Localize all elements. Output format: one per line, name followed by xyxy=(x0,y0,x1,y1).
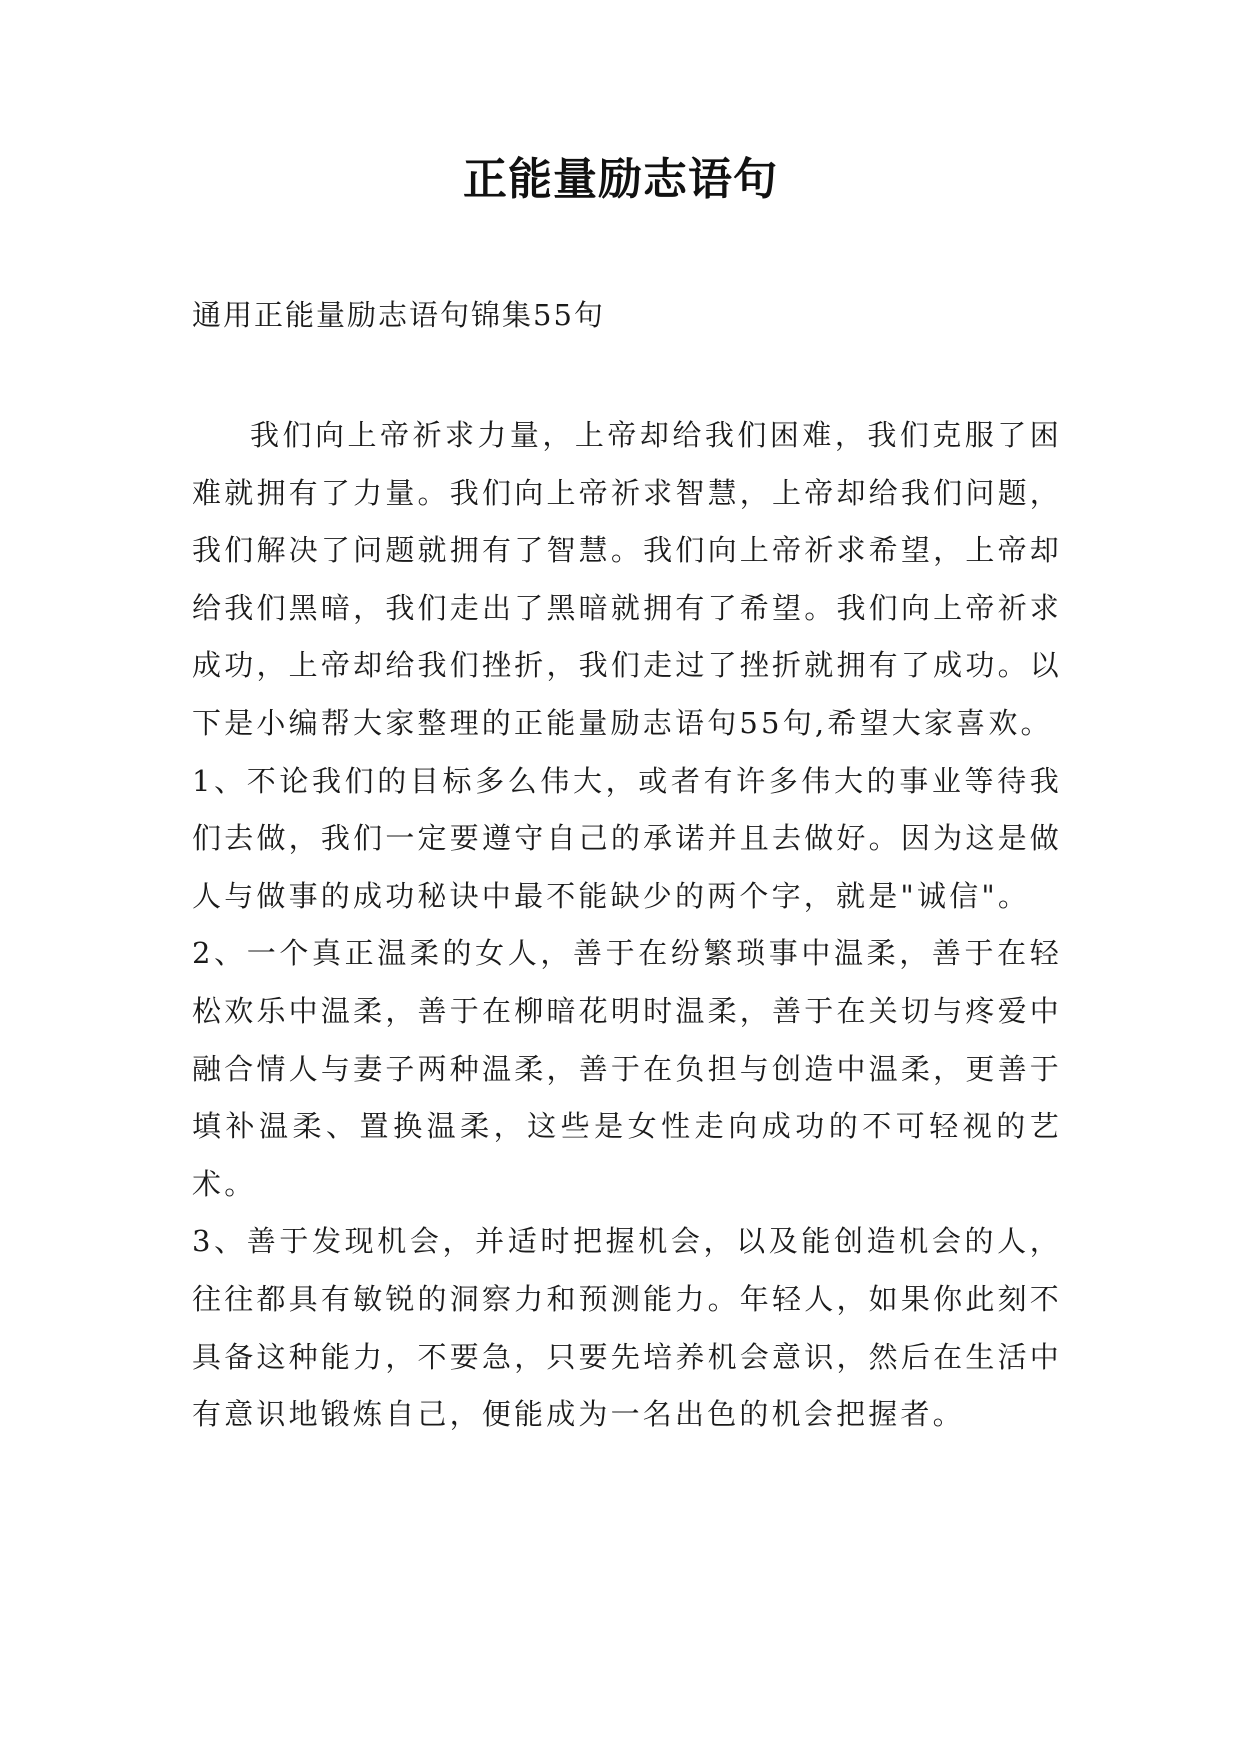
intro-paragraph: 我们向上帝祈求力量，上帝却给我们困难，我们克服了困难就拥有了力量。我们向上帝祈求智慧，上帝却给我们问题，我们解决了问题就拥有了智慧。我们向上帝祈求希望，上帝却给我们黑暗，我们走出了黑暗就拥有了希望。我们向上帝祈求成功，上帝却给我们挫折，我们走过了挫折就拥有了成功。以下是小编帮大家整理的正能量励志语句55句,希望大家喜欢。 xyxy=(192,418,1062,740)
document-subtitle: 通用正能量励志语句锦集55句 xyxy=(192,298,605,332)
page-title: 正能量励志语句 xyxy=(463,154,778,205)
document-body xyxy=(192,407,1062,1444)
list-item: 1、不论我们的目标多么伟大，或者有许多伟大的事业等待我们去做，我们一定要遵守自己的承诺并且去做好。因为这是做人与做事的成功秘诀中最不能缺少的两个字，就是"诚信"。 xyxy=(192,763,1062,913)
list-item: 2、一个真正温柔的女人，善于在纷繁琐事中温柔，善于在轻松欢乐中温柔，善于在柳暗花明时温柔，善于在关切与疼爱中融合情人与妻子两种温柔，善于在负担与创造中温柔，更善于填补温柔、置换温柔，这些是女性走向成功的不可轻视的艺术。 xyxy=(192,936,1062,1201)
list-item: 3、善于发现机会，并适时把握机会，以及能创造机会的人，往往都具有敏锐的洞察力和预测能力。年轻人，如果你此刻不具备这种能力，不要急，只要先培养机会意识，然后在生活中有意识地锻炼自己，便能成为一名出色的机会把握者。 xyxy=(192,1224,1062,1432)
